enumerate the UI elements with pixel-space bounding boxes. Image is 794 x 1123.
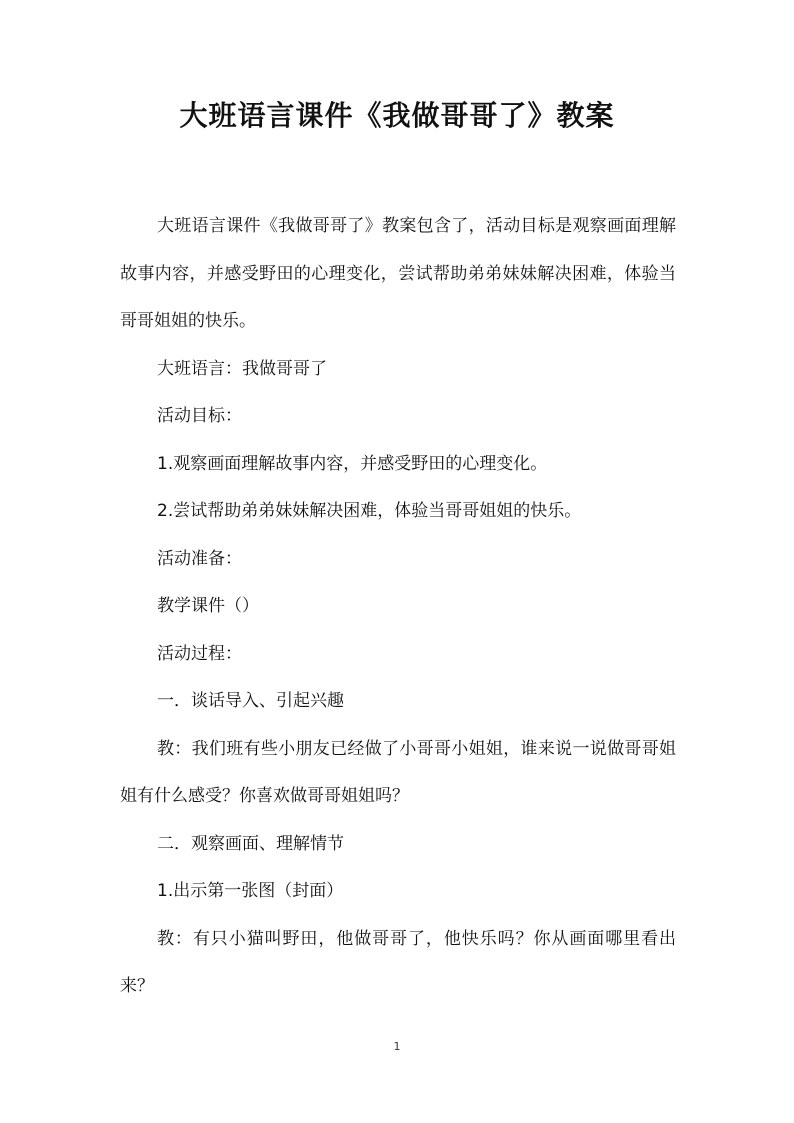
process-step-2-heading: 二．观察画面、理解情节	[157, 833, 344, 854]
section-heading-preparation: 活动准备：	[157, 548, 242, 569]
picture-1-caption: 1.出示第一张图（封面）	[157, 881, 344, 901]
goal-item-2: 2.尝试帮助弟弟妹妹解决困难，体验当哥哥姐姐的快乐。	[157, 501, 582, 521]
section-heading-goals: 活动目标：	[157, 406, 242, 426]
document-body	[120, 203, 676, 1011]
lesson-heading: 大班语言：我做哥哥了	[157, 358, 327, 379]
teacher-prompt-1: 教：我们班有些小朋友已经做了小哥哥小姐姐，谁来说一说做哥哥姐姐有什么感受？你喜欢做哥哥姐姐吗？	[120, 738, 676, 806]
page-number: 1	[393, 1040, 401, 1053]
teacher-prompt-2: 教：有只小猫叫野田，他做哥哥了，他快乐吗？你从画面哪里看出来？	[120, 928, 676, 996]
process-step-1-heading: 一．谈话导入、引起兴趣	[157, 691, 344, 711]
preparation-item: 教学课件（）	[157, 596, 259, 616]
document-title: 大班语言课件《我做哥哥了》教案	[179, 99, 615, 132]
intro-paragraph: 大班语言课件《我做哥哥了》教案包含了，活动目标是观察画面理解故事内容，并感受野田的心理变化，尝试帮助弟弟妹妹解决困难，体验当哥哥姐姐的快乐。	[120, 216, 676, 331]
section-heading-process: 活动过程：	[157, 643, 242, 664]
goal-item-1: 1.观察画面理解故事内容，并感受野田的心理变化。	[157, 453, 548, 474]
